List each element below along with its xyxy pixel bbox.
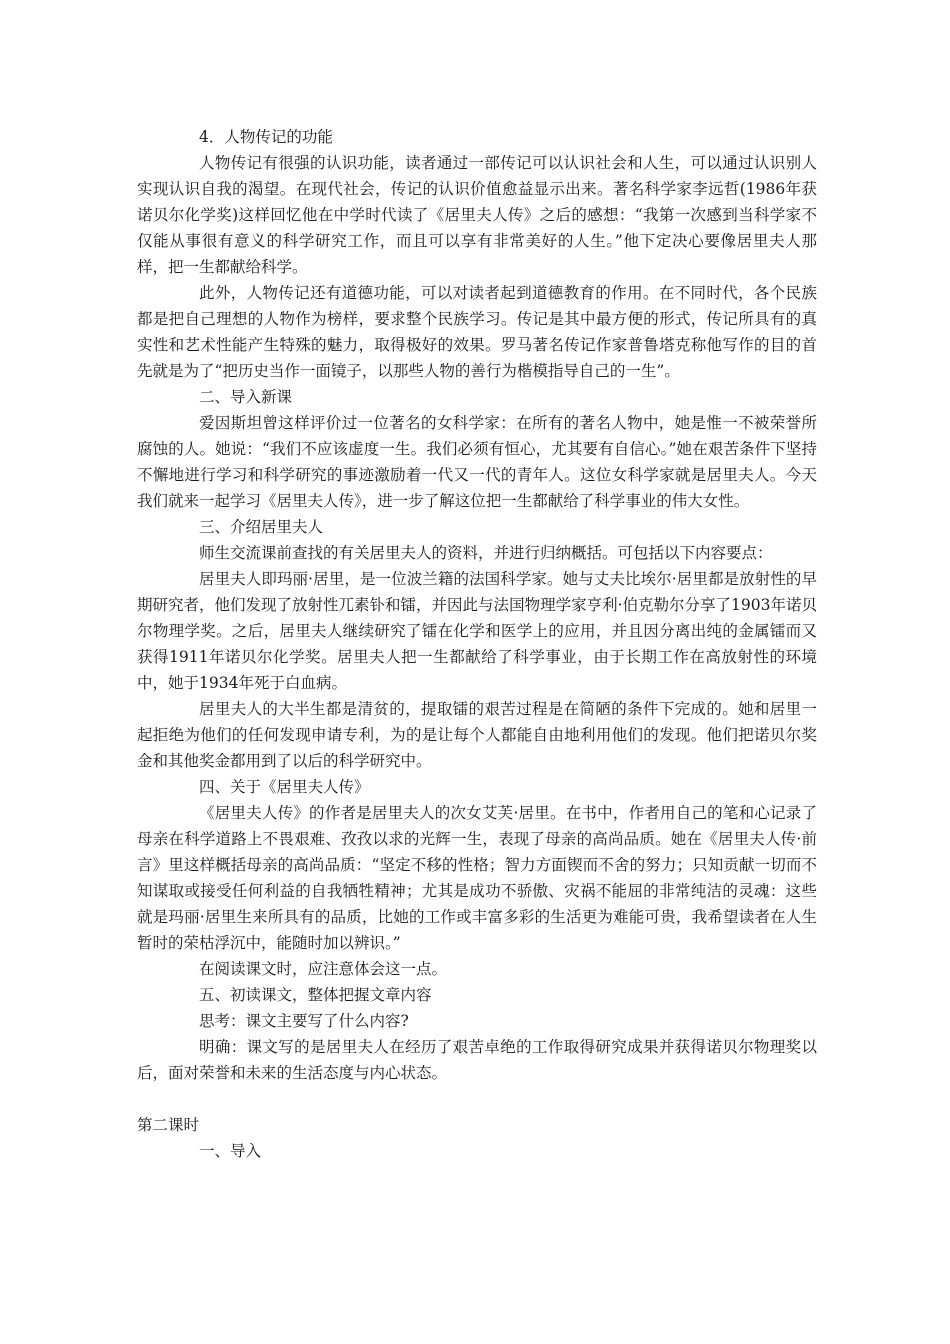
section-heading-curie: 三、介绍居里夫人 [199, 518, 324, 536]
lesson-heading: 第二课时 [137, 1116, 200, 1134]
paragraph-cognitive-function: 人物传记有很强的认识功能，读者通过一部传记可以认识社会和人生，可以通过认识别人实现认识自我的渴望。在现代社会，传记的认识价值愈益显示出来。著名科学家李远哲(1986年获诺贝尔化学奖)这样回忆他在中学时代读了《居里夫人传》之后的感想：“我第一次感到当科学家不仅能从事很有意义的科学研究工作，而且可以享有非常美好的人生。”他下定决心要像居里夫人那样，把一生都献给科学。 [137, 154, 817, 276]
section-heading-lead-in: 一、导入 [199, 1142, 262, 1160]
paragraph-curie-bio: 居里夫人即玛丽·居里，是一位波兰籍的法国科学家。她与丈夫比埃尔·居里都是放射性的早期研究者，他们发现了放射性兀素钋和镭，并因此与法国物理学家亨利·伯克勒尔分享了1903年诺贝尔物理学奖。之后，居里夫人继续研究了镭在化学和医学上的应用，并且因分离出纯的金属镭而又获得1911年诺贝尔化学奖。居里夫人把一生都献给了科学事业，由于长期工作在高放射性的环境中，她于1934年死于白血病。 [137, 570, 817, 692]
paragraph-materials: 师生交流课前查找的有关居里夫人的资料，并进行归纳概括。可包括以下内容要点： [199, 544, 773, 562]
paragraph-einstein: 爱因斯坦曾这样评价过一位著名的女科学家：在所有的著名人物中，她是惟一不被荣誉所腐蚀的人。她说：“我们不应该虚度一生。我们必须有恒心，尤其要有自信心。”她在艰苦条件下坚持不懈地进行学习和科学研究的事迹激励着一代又一代的青年人。这位女科学家就是居里夫人。今天我们就来一起学习《居里夫人传》，进一步了解这位把一生都献给了科学事业的伟大女性。 [137, 414, 817, 510]
section-heading-functions: 4．人物传记的功能 [199, 128, 333, 146]
paragraph-reading-note: 在阅读课文时，应注意体会这一点。 [199, 960, 448, 978]
section-heading-book: 四、关于《居里夫人传》 [199, 778, 370, 796]
paragraph-book-author: 《居里夫人传》的作者是居里夫人的次女艾芙·居里。在书中，作者用自己的笔和心记录了母亲在科学道路上不畏艰难、孜孜以求的光辉一生，表现了母亲的高尚品质。她在《居里夫人传·前言》里这样概括母亲的高尚品质：“坚定不移的性格；智力方面锲而不舍的努力；只知贡献一切而不知谋取或接受任何利益的自我牺牲精神；尤其是成功不骄傲、灾祸不能屈的非常纯洁的灵魂：这些就是玛丽·居里生来所具有的品质，比她的工作或丰富多彩的生活更为难能可贵，我希望读者在人生暂时的荣枯浮沉中，能随时加以辨识。” [137, 804, 817, 952]
paragraph-moral-function: 此外，人物传记还有道德功能，可以对读者起到道德教育的作用。在不同时代，各个民族都是把自己理想的人物作为榜样，要求整个民族学习。传记是其中最方便的形式，传记所具有的真实性和艺术性能产生特殊的魅力，取得极好的效果。罗马著名传记作家普鲁塔克称他写作的目的首先就是为了“把历史当作一面镜子，以那些人物的善行为楷模指导自己的一生”。 [137, 284, 817, 380]
paragraph-answer: 明确：课文写的是居里夫人在经历了艰苦卓绝的工作取得研究成果并获得诺贝尔物理奖以后，面对荣誉和未来的生活态度与内心状态。 [137, 1038, 817, 1082]
paragraph-question: 思考：课文主要写了什么内容? [199, 1012, 409, 1030]
section-heading-first-read: 五、初读课文，整体把握文章内容 [199, 986, 432, 1004]
paragraph-curie-poverty: 居里夫人的大半生都是清贫的，提取镭的艰苦过程是在简陋的条件下完成的。她和居里一起拒绝为他们的任何发现申请专利，为的是让每个人都能自由地利用他们的发现。他们把诺贝尔奖金和其他奖金都用到了以后的科学研究中。 [137, 700, 817, 770]
document-body [137, 124, 817, 1164]
section-heading-intro: 二、导入新课 [199, 388, 293, 406]
blank-line [137, 1086, 817, 1112]
